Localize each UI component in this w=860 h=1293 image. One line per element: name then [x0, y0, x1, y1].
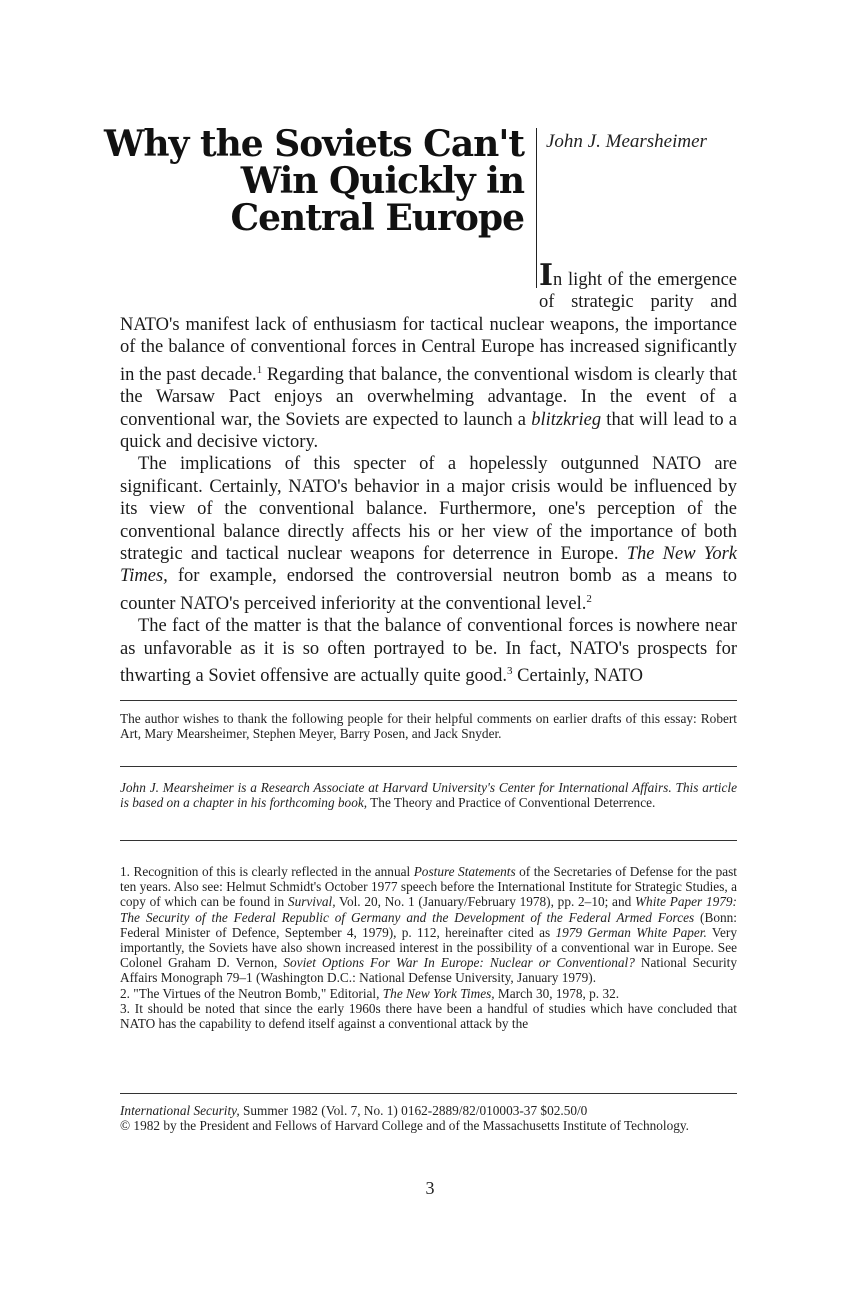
journal-name: International Security,: [120, 1103, 240, 1118]
paragraph-text: The implications of this specter of a hopelessly outgunned NATO are significant. Certainly, NATO's behavior in a major crisis would be influenced by its view of the conventional balance. Furthermore, one's perception of the conventional balance directly affects his or her view of the importance of both strategic and tactical nuclear weapons for deterrence in Europe.: [120, 454, 737, 565]
paragraph-text: n light of the emergence of strategic parity and NATO's manifest lack of enthusiasm for tactical nuclear weapons, the importance of the balance of conventional forces in Central Europe has increased significantly in the past decade.: [120, 270, 737, 385]
article-body: [120, 258, 738, 688]
author-name: John J. Mearsheimer: [546, 131, 707, 152]
copyright-line: © 1982 by the President and Fellows of Harvard College and of the Massachusetts Institute of Technology.: [120, 1118, 690, 1134]
footnote-divider: [120, 700, 737, 701]
footnote-1: [120, 864, 737, 986]
paragraph-text: Regarding that balance, the conventional wisdom is clearly that the Warsaw Pact enjoys an overwhelming advantage. In the event of a conventional war, the Soviets are expected to launch a: [120, 364, 738, 430]
paragraph-1: [120, 258, 738, 453]
drop-cap-letter: I: [539, 258, 554, 293]
footnote-ref[interactable]: 3: [507, 665, 513, 678]
paragraph-3: [120, 615, 737, 687]
author-bio: [120, 780, 737, 810]
fn-text: Vol. 20, No. 1 (January/February 1978), pp. 2–10; and: [335, 894, 635, 910]
footnotes: [120, 864, 737, 1031]
fn-text: (Bonn: Federal Minister of Defence, September 4, 1979), p. 112, hereinafter cited as: [120, 909, 737, 940]
footnote-ref[interactable]: 2: [586, 592, 592, 605]
acknowledgment-note: The author wishes to thank the following people for their helpful comments on earlier drafts of this essay: Robert Art, Mary Mearsheimer, Stephen Meyer, Barry Posen, and Jack Snyder.: [120, 711, 737, 742]
paragraph-text: Certainly, NATO: [512, 666, 644, 687]
fn-text: 1. Recognition of this is clearly reflected in the annual: [120, 864, 414, 879]
citation-details: Summer 1982 (Vol. 7, No. 1) 0162-2889/82/010003-37 $02.50/0: [239, 1103, 588, 1118]
footnote-ref[interactable]: 1: [256, 363, 263, 376]
paragraph-text: that will lead to a quick and decisive victory.: [120, 409, 738, 452]
fn-italic: Posture Statements: [413, 864, 516, 879]
citation-line: [120, 1103, 737, 1118]
fn-text: 2. "The Virtues of the Neutron Bomb," Editorial,: [120, 985, 383, 1001]
page-number: 3: [425, 1178, 435, 1198]
bio-book-title: The Theory and Practice of Conventional Deterrence.: [367, 795, 656, 811]
footnote-3: 3. It should be noted that since the early 1960s there have been a handful of studies which have concluded that NATO has the capability to defend itself against a conventional attack by the: [120, 1000, 737, 1032]
article-title: Why the Soviets Can't Win Quickly in Central Europe: [103, 123, 524, 239]
fn-italic: 1979 German White Paper.: [555, 924, 707, 940]
section-divider: [120, 1093, 737, 1094]
fn-italic: Survival,: [287, 894, 336, 910]
fn-text: National Security Affairs Monograph 79–1 (Washington D.C.: National Defense University, January 1979).: [120, 955, 737, 986]
fn-italic: The New York Times,: [382, 985, 495, 1001]
emphasis-text: The New York Times,: [120, 544, 737, 587]
section-divider: [120, 766, 737, 767]
bio-italic: John J. Mearsheimer is a Research Associate at Harvard University's Center for International Affairs. This article is based on a chapter in his forthcoming book,: [120, 780, 737, 811]
fn-italic: Soviet Options For War In Europe: Nuclear or Conventional?: [283, 955, 635, 971]
paragraph-text: for example, endorsed the controversial neutron bomb as a means to counter NATO's perceived inferiority at the conventional level.: [120, 566, 737, 614]
footnote-2: [120, 986, 737, 1001]
fn-text: of the Secretaries of Defense for the past ten years. Also see: Helmut Schmidt's October 1977 speech before the International Institute for Strategic Studies, a copy of which can be found in: [120, 864, 737, 910]
section-divider: [120, 840, 737, 841]
paragraph-text: The fact of the matter is that the balance of conventional forces is nowhere near as unfavorable as it is so often portrayed to be. In fact, NATO's prospects for thwarting a Soviet offensive are actually quite good.: [120, 616, 737, 687]
fn-text: Very importantly, the Soviets have also shown increased interest in the possibility of a conventional war in Europe. See Colonel Graham D. Vernon,: [120, 924, 737, 971]
fn-italic: White Paper 1979: The Security of the Federal Republic of Germany and the Development of the Federal Armed Forces: [120, 894, 737, 925]
fn-text: March 30, 1978, p. 32.: [494, 985, 620, 1001]
journal-citation: [120, 1103, 737, 1133]
emphasis-text: blitzkrieg: [531, 409, 602, 430]
paragraph-2: [120, 453, 737, 615]
dropcap-spacer: [120, 264, 539, 294]
